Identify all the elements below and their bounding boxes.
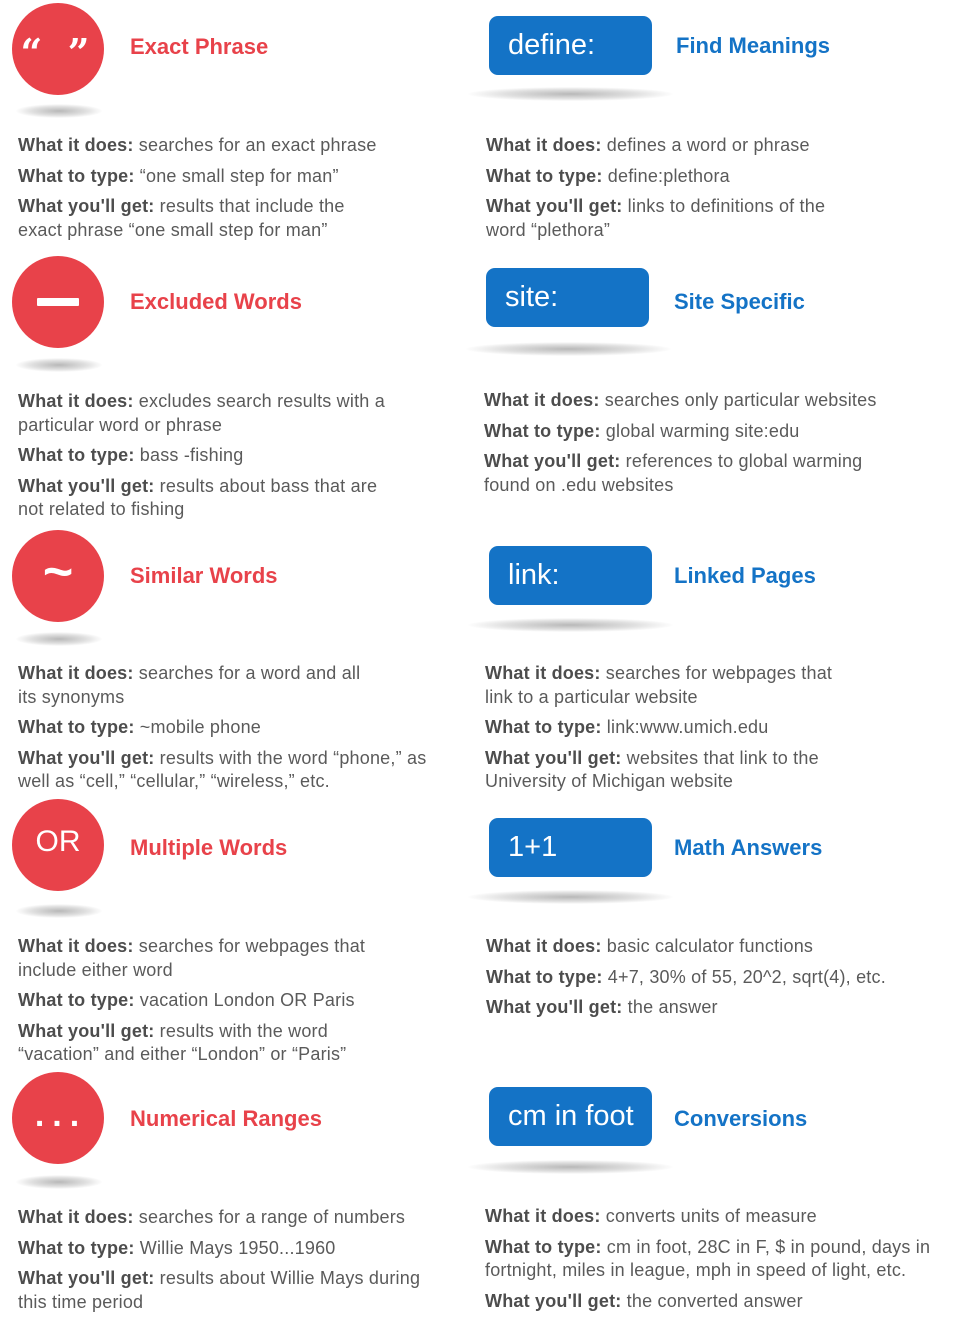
card-description: What it does: converts units of measure What to type: cm in foot, 28C in F, $ in pound, days in fortnight, miles in league, mph in speed of light, etc. What you'll get: the converted answer [485, 1206, 931, 1311]
tilde-icon: ~ [12, 530, 104, 622]
card-title: Conversions [674, 1106, 808, 1131]
operator-badge: 1+1 [489, 818, 652, 877]
badge-shadow [16, 358, 102, 372]
badge-shadow [16, 904, 102, 918]
badge-shadow [468, 87, 673, 101]
card-title: Find Meanings [676, 33, 830, 58]
card-description: What it does: searches for an exact phrase What to type: “one small step for man” What you'll get: results that include the exact phrase “one small step for man” [18, 135, 377, 240]
card-title: Exact Phrase [130, 34, 269, 59]
badge-shadow [468, 1160, 673, 1174]
card-description: What it does: searches for a word and all its synonyms What to type: ~mobile phone What you'll get: results with the word “phone,” as well as “cell,” “cellular,” “wireless,” etc. [18, 663, 427, 791]
operator-badge: site: [486, 268, 649, 327]
operator-badge: define: [489, 16, 652, 75]
card-description: What it does: searches for webpages that include either word What to type: vacation London OR Paris What you'll get: results with the word “vacation” and either “London” or “Paris” [18, 936, 366, 1064]
card-title: Site Specific [674, 289, 805, 314]
operator-badge: cm in foot [489, 1087, 652, 1146]
minus-icon [12, 256, 104, 348]
card-description: What it does: searches for webpages that link to a particular website What to type: link:www.umich.edu What you'll get: websites that link to the University of Michigan website [485, 663, 833, 791]
or-icon: OR [12, 799, 104, 891]
card-description: What it does: defines a word or phrase What to type: define:plethora What you'll get: links to definitions of the word “plethora” [486, 135, 826, 240]
badge-shadow [16, 104, 102, 118]
operator-badge: link: [489, 546, 652, 605]
badge-shadow [466, 342, 671, 356]
card-description: What it does: searches for a range of numbers What to type: Willie Mays 1950...1960 What you'll get: results about Willie Mays during this time period [18, 1207, 421, 1312]
card-title: Multiple Words [130, 835, 288, 860]
badge-shadow [16, 1175, 102, 1189]
badge-shadow [16, 632, 102, 646]
ellipsis-icon: ... [12, 1072, 104, 1164]
card-title: Numerical Ranges [130, 1106, 322, 1131]
card-title: Excluded Words [130, 289, 302, 314]
badge-shadow [468, 618, 673, 632]
badge-shadow [468, 890, 673, 904]
card-title: Linked Pages [674, 563, 816, 588]
card-title: Math Answers [674, 835, 823, 860]
quote-icon: “ ” [12, 3, 104, 95]
card-description: What it does: basic calculator functions What to type: 4+7, 30% of 55, 20^2, sqrt(4), etc. What you'll get: the answer [486, 936, 886, 1017]
card-description: What it does: searches only particular websites What to type: global warming site:edu What you'll get: references to global warming found on .edu websites [484, 390, 877, 495]
card-title: Similar Words [130, 563, 278, 588]
card-description: What it does: excludes search results with a particular word or phrase What to type: bass -fishing What you'll get: results about bass that are not related to fishing [18, 391, 385, 519]
